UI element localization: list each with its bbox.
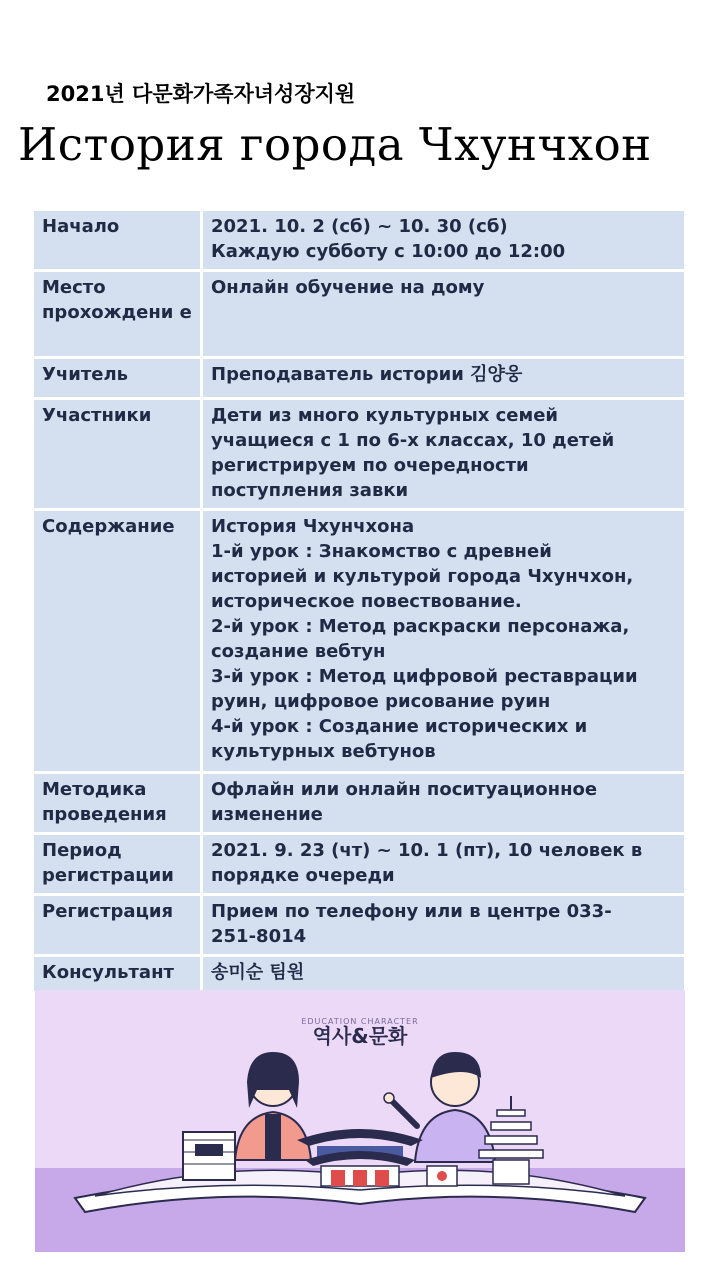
row-value: 2021. 9. 23 (чт) ~ 10. 1 (пт), 10 человек в порядке очереди: [203, 835, 684, 893]
table-row: [34, 211, 684, 269]
subtitle: 2021년 다문화가족자녀성장지원: [46, 82, 356, 106]
page-title: История города Чхунчхон: [18, 118, 652, 171]
row-value: История Чхунчхона 1-й урок : Знакомство с древней историей и культурой города Чхунчхон, историческое повествование. 2-й урок : Метод раскраски персонажа, создание вебтун 3-й урок : Метод цифровой реставрации руин, цифровое рисование руин 4-й урок : Создание исторических и культурных вебтунов: [203, 511, 684, 771]
row-label: Начало: [34, 211, 203, 269]
row-value: 송미순 팀원: [203, 957, 684, 991]
row-value: Онлайн обучение на дому: [203, 272, 684, 356]
history-culture-illustration: [35, 990, 685, 1252]
row-value: Дети из много культурных семей учащиеся с 1 по 6-х классах, 10 детей регистрируем по очередности поступления завки: [203, 400, 684, 508]
row-label: Участники: [34, 400, 203, 508]
row-value: Офлайн или онлайн поситуационное изменение: [203, 774, 684, 832]
row-label: Место прохождени е: [34, 272, 203, 356]
row-label: Содержание: [34, 511, 203, 771]
row-label: Учитель: [34, 359, 203, 397]
table-row: [34, 511, 684, 771]
row-value: Прием по телефону или в центре 033- 251-8014: [203, 896, 684, 954]
table-row: [34, 400, 684, 508]
table-row: [34, 957, 684, 991]
table-row: [34, 835, 684, 893]
row-label: Период регистрации: [34, 835, 203, 893]
row-label: Регистрация: [34, 896, 203, 954]
table-row: [34, 359, 684, 397]
table-row: [34, 272, 684, 356]
caption-small: EDUCATION CHARACTER: [301, 1017, 419, 1026]
table-row: [34, 774, 684, 832]
illustration-heading: 역사&문화: [312, 1024, 408, 1048]
info-table: [34, 208, 684, 994]
row-label: Консультант: [34, 957, 203, 991]
row-value: 2021. 10. 2 (сб) ~ 10. 30 (сб) Каждую субботу с 10:00 до 12:00: [203, 211, 684, 269]
row-label: Методика проведения: [34, 774, 203, 832]
table-row: [34, 896, 684, 954]
row-value: Преподаватель истории 김양웅: [203, 359, 684, 397]
